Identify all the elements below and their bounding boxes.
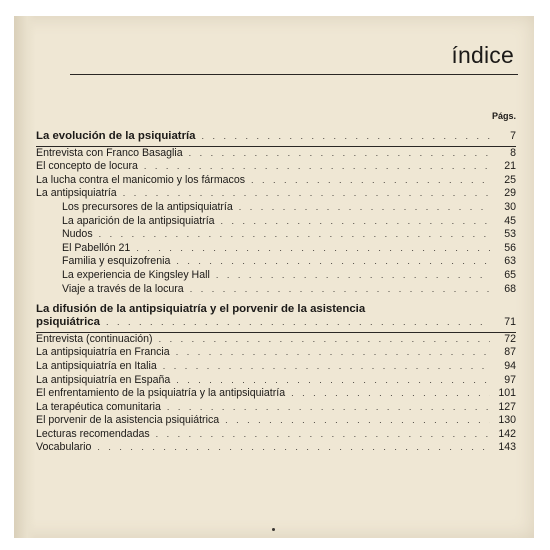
pages-column-label: Págs.	[491, 111, 516, 121]
dot-leader	[167, 401, 490, 415]
toc-entry	[36, 441, 516, 455]
toc-entry	[36, 333, 516, 347]
toc-subentry	[36, 283, 516, 297]
page-number: 71	[504, 316, 516, 329]
entry-label: El Pabellón 21	[62, 241, 131, 254]
dot-leader	[202, 130, 490, 144]
section-title: La evolución de la psiquiatría	[36, 130, 196, 142]
dot-leader	[225, 414, 490, 428]
toc-subentry	[36, 269, 516, 283]
dot-leader	[176, 374, 490, 388]
page-number: 29	[504, 187, 516, 200]
dot-leader	[239, 201, 490, 215]
toc-subentry	[36, 242, 516, 256]
page-title: índice	[451, 42, 514, 68]
page-number: 8	[510, 146, 516, 159]
dot-leader	[106, 316, 490, 330]
dot-leader	[176, 255, 490, 269]
page-dot-mark	[272, 528, 275, 531]
dot-leader	[176, 346, 490, 360]
toc-entry	[36, 401, 516, 415]
toc-entry	[36, 374, 516, 388]
dot-leader	[144, 160, 490, 174]
toc-subentry	[36, 228, 516, 242]
page-number: 130	[498, 414, 516, 427]
entry-label: La antipsiquiatría en Italia	[36, 359, 157, 372]
toc-entry	[36, 414, 516, 428]
dot-leader	[216, 269, 490, 283]
entry-label: La antipsiquiatría en España	[36, 373, 171, 386]
toc-entry	[36, 387, 516, 401]
dot-leader	[123, 187, 490, 201]
table-of-contents	[36, 114, 516, 455]
page-number: 45	[504, 214, 516, 227]
entry-label: La experiencia de Kingsley Hall	[62, 268, 210, 281]
page-number: 68	[504, 282, 516, 295]
entry-label: El porvenir de la asistencia psiquiátrica	[36, 414, 220, 427]
page-number: 56	[504, 241, 516, 254]
entry-label: Los precursores de la antipsiquiatría	[62, 200, 233, 213]
toc-entry	[36, 346, 516, 360]
dot-leader	[156, 428, 490, 442]
page-number: 21	[504, 160, 516, 173]
section-title-line2: psiquiátrica	[36, 316, 100, 329]
page-gutter	[14, 16, 36, 538]
entry-label: Entrevista (continuación)	[36, 332, 153, 345]
entry-label: Entrevista con Franco Basaglia	[36, 146, 183, 159]
header-rule	[70, 74, 518, 75]
section-heading	[36, 303, 516, 330]
entry-label: La terapéutica comunitaria	[36, 400, 161, 413]
page-number: 30	[504, 200, 516, 213]
entry-label: Nudos	[62, 228, 93, 241]
page-number: 94	[504, 359, 516, 372]
page-number: 97	[504, 373, 516, 386]
section-title-continued	[36, 316, 516, 330]
entry-label: La lucha contra el manicomio y los fármacos	[36, 173, 246, 186]
dot-leader	[159, 333, 490, 347]
page-number: 101	[498, 387, 516, 400]
page-number: 72	[504, 332, 516, 345]
entry-label: Familia y esquizofrenia	[62, 255, 171, 268]
page-number: 127	[498, 400, 516, 413]
page-number: 143	[498, 441, 516, 454]
page-number: 25	[504, 173, 516, 186]
toc-entry	[36, 360, 516, 374]
toc-entry	[36, 428, 516, 442]
dot-leader	[99, 228, 490, 242]
entry-label: El enfrentamiento de la psiquiatría y la antipsiquiatría	[36, 387, 286, 400]
toc-subentry	[36, 255, 516, 269]
toc-entry	[36, 147, 516, 161]
entry-label: La aparición de la antipsiquiatría	[62, 214, 215, 227]
toc-subentry	[36, 201, 516, 215]
dot-leader	[189, 147, 490, 161]
dot-leader	[221, 215, 490, 229]
entry-label: El concepto de locura	[36, 160, 138, 173]
section-title: La difusión de la antipsiquiatría y el porvenir de la asistencia	[36, 303, 366, 316]
dot-leader	[251, 174, 490, 188]
toc-entry	[36, 174, 516, 188]
entry-label: Vocabulario	[36, 441, 92, 454]
toc-entry	[36, 160, 516, 174]
page-number: 63	[504, 255, 516, 268]
page-number: 65	[504, 268, 516, 281]
page-number: 87	[504, 346, 516, 359]
toc-subentry	[36, 215, 516, 229]
page-number: 53	[504, 228, 516, 241]
dot-leader	[97, 441, 490, 455]
dot-leader	[136, 242, 490, 256]
dot-leader	[163, 360, 490, 374]
entry-label: Lecturas recomendadas	[36, 427, 150, 440]
entry-label: Viaje a través de la locura	[62, 282, 184, 295]
dot-leader	[190, 283, 490, 297]
page-number: 142	[498, 427, 516, 440]
dot-leader	[291, 387, 490, 401]
entry-label: La antipsiquiatría	[36, 187, 117, 200]
page-number: 7	[510, 130, 516, 142]
section-heading	[36, 130, 516, 144]
toc-entry	[36, 187, 516, 201]
entry-label: La antipsiquiatría en Francia	[36, 346, 170, 359]
book-page	[14, 16, 534, 538]
